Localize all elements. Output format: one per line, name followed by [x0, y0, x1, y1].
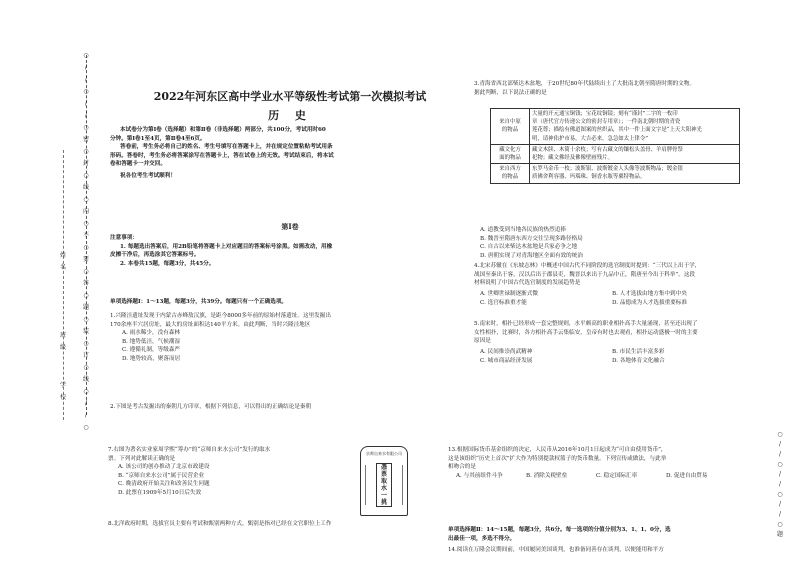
binding-glyph: ○: [777, 431, 783, 438]
question-text: 4.北宋苏辙在《东坡志林》中概述中国古代不同阶段的选官制度时提到：“三代以上出于学，: [474, 263, 701, 269]
binding-glyph: 不: [82, 232, 89, 239]
ticket-border: [365, 465, 374, 505]
option-c: C. 稳定国际汇率: [596, 472, 638, 479]
binding-glyph: ○: [777, 491, 783, 498]
binding-glyph: ○: [83, 340, 89, 347]
binding-glyph: /: [84, 64, 88, 71]
table-row: [491, 109, 740, 145]
option-b: B. 消除关税壁垒: [526, 472, 568, 479]
binding-glyph: 线: [82, 376, 89, 383]
option-row: [480, 348, 780, 357]
instruction-line: 形码。答卷时，考生务必将答案涂写在答题卡上，答在试卷上的无效。考试结束后，将本试: [110, 152, 334, 159]
notice-line: 皮擦干净后，再选涂其它答案标号。: [110, 252, 200, 259]
question-5: [474, 320, 774, 346]
binding-glyph: ○: [777, 521, 783, 528]
binding-glyph: ○: [83, 220, 89, 227]
notice-line: 1. 每题选出答案后，用2B铅笔将答题卡上对应题目的答案标号涂黑。如需改动，用橡: [120, 243, 333, 250]
row-desc: 藏文木牍、木简十余枚；写有古藏文的镶松头盖骨、羊肩胛骨祭 祀物；藏文佛经及佛像壁画残片。: [530, 144, 740, 163]
question-7: [108, 446, 348, 498]
option-b: B. 人才选拔由地方集中到中央: [612, 291, 687, 297]
option-a: A. 雨水稀少，没有森林: [122, 330, 180, 337]
binding-glyph: /: [778, 451, 782, 458]
binding-glyph: /: [84, 412, 88, 419]
section1-heading: 单项选择题Ⅰ：1～13题，每题3分，共39分。每题只有一个正确选项。: [110, 299, 288, 305]
field-school-label: 学校: [59, 382, 66, 401]
question-text: 女性相扑，比赛时，各方相扑高手云集临安，皇帝有时也去观看，相扑运动盛极一时的主要: [474, 329, 698, 336]
binding-glyph: ○: [83, 244, 89, 251]
binding-glyph: /: [778, 441, 782, 448]
binding-glyph: ○: [83, 364, 89, 371]
water-ticket-image: [360, 446, 408, 516]
binding-glyph: ○: [83, 292, 89, 299]
binding-glyph: ○: [83, 316, 89, 323]
binding-glyph: 密: [82, 136, 89, 143]
option-d: D. 各地体育文化融合: [612, 357, 665, 364]
binding-glyph: ○: [83, 196, 89, 203]
binding-glyph: 题: [776, 531, 783, 538]
binding-glyph: ○: [83, 424, 89, 431]
binding-glyph: /: [84, 112, 88, 119]
question-text: 据此判断，以下说法正确的是: [474, 89, 547, 96]
instruction-line: 答卷前，考生务必将自己的姓名、考生号填写在答题卡上，并在规定位置粘贴考试用条: [120, 144, 333, 151]
exam-title: 2022年河东区高中学业水平等级性考试第一次模拟考试: [153, 90, 427, 103]
binding-glyph: ○: [83, 388, 89, 395]
option-a: A. 该公司的创办推动了北京市政建设: [118, 464, 210, 471]
row-label: 藏文化方 面的物品: [491, 144, 530, 163]
subject-title: 历 史: [268, 109, 312, 122]
q3-options: [480, 226, 780, 260]
question-2: 2.下图是考古发掘出的秦朝几方印章，根据下列信息，可以得出的正确结论是秦朝: [110, 404, 312, 410]
binding-glyph: ○: [83, 172, 89, 179]
notice-line: 2. 本卷共15题，每题3分，共45分。: [120, 260, 215, 267]
binding-glyph: 答: [82, 280, 89, 287]
row-label: 来自中原 的物品: [491, 109, 530, 145]
part1-title: 第Ⅰ卷: [281, 222, 299, 231]
option-c: C. 遵循礼制，等级森严: [122, 347, 180, 354]
question-text: 材料说明了中国古代选官制度的发展趋势是: [474, 280, 581, 287]
question-text: 7.右图为著名实业家周学熙“筹办”的“京师自来水公司”发行的取水: [108, 447, 271, 453]
binding-glyph: /: [84, 100, 88, 107]
option-c: C. 选官标准重才能: [480, 299, 527, 306]
option-c: C. 城市商品经济发展: [480, 357, 533, 364]
option-b: B. 地势低洼，气候潮湿: [122, 338, 181, 345]
field-class-label: 班级: [59, 332, 66, 351]
question-14: 14.阅读在万隆会议期间前，中国履同美国谈判，也准备同善存在谈判，以便能用和平方: [448, 547, 664, 553]
row-desc: 东罗马金币一枚；波斯银、波斯镀金人头像等波斯物品；镀金银 质佛舍利容器、玛瑙珠、铜香水瓶等粟特物品。: [530, 164, 740, 183]
binding-fields: [58, 150, 68, 274]
option-c: C. 晚清政府开始关注和改善民生问题: [118, 481, 210, 488]
question-text: 3.青海省西北部柴达木盆地，于20世纪80年代陆续出土了大批南北朝至隋唐时期的文物。: [474, 81, 695, 87]
question-3: [474, 80, 774, 97]
instruction-line: 本试卷分为第Ⅰ卷（选择题）和第Ⅱ卷（非选择题）两部分，共100分，考试用时60: [120, 127, 326, 133]
table-row: [491, 144, 740, 163]
binding-glyph: ○: [83, 268, 89, 275]
option-a: A. 世卿世禄制逐渐式微: [480, 291, 538, 297]
option-d: D. 此票在1909年5月10日后失效: [118, 489, 202, 496]
option-d: D. 促进自由贸易: [666, 472, 708, 479]
option-row: [480, 357, 780, 366]
binding-glyph: /: [778, 481, 782, 488]
notice-title: 注意事项：: [110, 235, 138, 241]
option-d: D. 唐朝实现了对青海地区全面有效的统治: [480, 252, 583, 259]
option-a: A. 民间推崇尚武精神: [480, 349, 533, 355]
question-1: [110, 312, 450, 364]
binding-glyph: /: [84, 76, 88, 83]
artifact-table: [490, 108, 740, 184]
q5-options: [480, 348, 780, 365]
option-b: B. “京师自来水公司”属于民营企业: [118, 472, 205, 479]
option-d: D. 地势较高，聚落而居: [122, 355, 181, 362]
binding-glyph: 内: [82, 208, 89, 215]
question-text: 1.兴隆洼遗址发现于内蒙古赤峰敖汉旗，是距今8000多年前的原始村落遗址。这里发掘出: [110, 313, 331, 319]
question-8: 8.北洋政府时期，选拔官员主要有考试和甄别两种方式，甄别是指对已经在文官职位上工作: [108, 521, 332, 527]
section2-heading: 单项选择题Ⅱ：14～15题，每题3分，共6分。每一选项的分值分别为3、1、1、0分，选 出最佳一项，多选不得分。: [448, 527, 671, 542]
binding-glyph: 装: [82, 328, 89, 335]
ticket-chars: 憑 票 取 水 一 挑: [376, 463, 392, 507]
option-row: [480, 299, 780, 308]
binding-glyph: /: [778, 511, 782, 518]
question-text: 相吻合的是: [448, 464, 476, 471]
question-text: 13.根据国际货币基金组织的决定，人民币从2016年10月1日起成为“可自由使用货币”，: [448, 447, 667, 453]
instruction-line: 卷和答题卡一并交回。: [110, 161, 166, 168]
binding-glyph: /: [778, 471, 782, 478]
ticket-border: [394, 465, 403, 505]
instruction-line: 分钟。第Ⅰ卷1至4页，第Ⅱ卷4至6页。: [110, 135, 206, 142]
option-b: B. 魏晋至隋唐东西方交往呈现多路径格局: [480, 235, 583, 242]
option-row: [480, 290, 780, 299]
binding-glyph: ○: [83, 124, 89, 131]
question-text: 这是该组织“历史上首次”扩大作为特别提款权篮子的货币数量。下列宣传或做法，与此举: [448, 455, 667, 462]
binding-glyph: /: [84, 400, 88, 407]
binding-glyph: 封: [82, 160, 89, 167]
question-13: [448, 446, 768, 480]
row-label: 来自西方 的物品: [491, 164, 530, 183]
binding-glyph: ○: [83, 88, 89, 95]
option-row: [448, 472, 768, 481]
option-d: D. 品德成为人才选拔重要标准: [612, 299, 687, 306]
question-4: [474, 262, 774, 288]
binding-glyph: 线: [82, 184, 89, 191]
question-text: 战国至秦出于客，汉以后出于郡县吏，魏晋以来出于九品中正，隋唐至今出于科举”。这段: [474, 271, 696, 278]
row-desc: 大量的开元通宝铜钱；宝花纹铜镜；刻有“谨封”二字的一枚印 章（唐代官方传递公文的密封专用章）；一件南北朝时期的青瓷 莲花尊；描绘有佛道图案的丝织品，其中一件上面文字是“上天大阳神光 明，请神佑护市易，大吉必来，急急如太上律令”: [530, 109, 740, 145]
q4-options: [480, 290, 780, 307]
question-text: 170余座半穴居房址，最大的房址面积达140平方米。由此判断，当时兴隆洼地区: [110, 321, 311, 328]
option-b: B. 市民生活丰富多彩: [612, 349, 665, 355]
ticket-header: 京师自来水有限公司: [366, 451, 402, 456]
binding-glyph: ○: [83, 148, 89, 155]
option-a: A. 道教受到当地各民族的热烈追捧: [480, 227, 566, 233]
table-row: [491, 164, 740, 183]
option-a: A. 与其前组件斗争: [456, 472, 503, 479]
binding-glyph: ○: [83, 52, 89, 59]
binding-margin-text: [81, 50, 91, 434]
instruction-line: 祝各位考生考试顺利！: [120, 172, 176, 179]
binding-glyph: ○: [777, 461, 783, 468]
question-text: 原因是: [474, 338, 491, 345]
field-name-label: 姓名: [59, 252, 66, 271]
instructions: [110, 126, 450, 181]
notices: [110, 234, 450, 268]
binding-glyph: 题: [82, 304, 89, 311]
question-text: 票。下列对此解读正确的是: [108, 455, 176, 462]
binding-glyph: /: [778, 501, 782, 508]
binding-glyph: 订: [82, 352, 89, 359]
binding-margin-right: [775, 430, 785, 540]
binding-glyph: 要: [82, 256, 89, 263]
option-c: C. 自古以来柴达木盆地是兵家必争之地: [480, 244, 578, 251]
question-text: 5.南宋时，相扑已经形成一套完整规则，水平颇高的职业相扑高手大量涌现，甚至还出现了: [474, 321, 698, 327]
